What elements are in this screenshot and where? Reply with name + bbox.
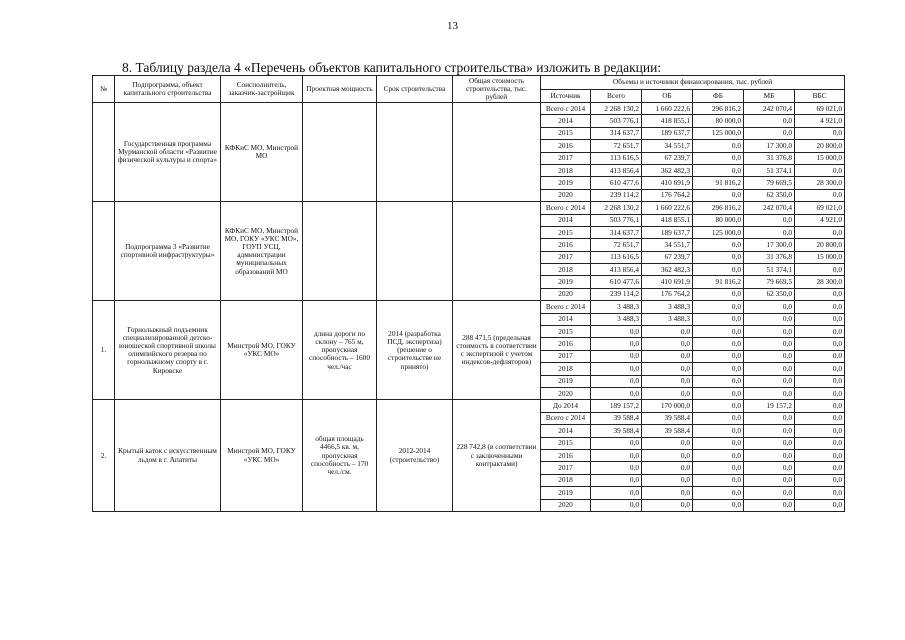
cell-source: До 2014	[541, 400, 591, 412]
cell-source: 2016	[541, 449, 591, 461]
cell-mb: 17 300,0	[744, 140, 795, 152]
table-row	[93, 103, 845, 115]
cell-vbs: 0,0	[795, 338, 845, 350]
cell-vbs: 4 921,0	[795, 214, 845, 226]
cell-period: 2012-2014 (строительство)	[377, 400, 453, 512]
cell-total: 2 268 130,2	[591, 202, 642, 214]
cell-total: 0,0	[591, 338, 642, 350]
cell-total: 113 616,5	[591, 152, 642, 164]
cell-vbs: 0,0	[795, 474, 845, 486]
cell-fb: 0,0	[693, 449, 744, 461]
cell-ob: 410 691,9	[642, 276, 693, 288]
cell-ob: 0,0	[642, 437, 693, 449]
cell-total: 0,0	[591, 375, 642, 387]
cell-total: 0,0	[591, 363, 642, 375]
cell-fb: 0,0	[693, 301, 744, 313]
cell-ob: 39 588,4	[642, 425, 693, 437]
cell-mb: 17 300,0	[744, 239, 795, 251]
cell-source: 2015	[541, 127, 591, 139]
cell-source: 2019	[541, 276, 591, 288]
cell-ob: 170 000,0	[642, 400, 693, 412]
cell-mb: 0,0	[744, 127, 795, 139]
cell-vbs: 0,0	[795, 301, 845, 313]
cell-fb: 0,0	[693, 338, 744, 350]
cell-fb: 0,0	[693, 239, 744, 251]
cell-ob: 1 660 222,6	[642, 202, 693, 214]
cell-mb: 0,0	[744, 115, 795, 127]
cell-source: 2015	[541, 326, 591, 338]
cell-total: 314 637,7	[591, 127, 642, 139]
cell-mb: 19 157,2	[744, 400, 795, 412]
cell-mb: 0,0	[744, 301, 795, 313]
cell-vbs: 0,0	[795, 462, 845, 474]
cell-source: 2017	[541, 350, 591, 362]
table-row	[93, 202, 845, 214]
cell-program: Горнолыжный подъемник специализированной детско-юношеской спортивной школы олимпийского резерва по горнолыжному спорту в г. Кировске	[115, 301, 221, 400]
cell-total: 610 477,6	[591, 177, 642, 189]
cell-ob: 176 764,2	[642, 189, 693, 201]
cell-no: 1.	[93, 301, 115, 400]
capital-construction-table	[92, 75, 845, 512]
cell-mb: 0,0	[744, 499, 795, 511]
cell-source: 2017	[541, 462, 591, 474]
cell-total: 0,0	[591, 462, 642, 474]
header-row	[93, 76, 845, 90]
cell-fb: 0,0	[693, 474, 744, 486]
cell-source: 2018	[541, 363, 591, 375]
cell-source: Всего с 2014	[541, 202, 591, 214]
cell-source: 2020	[541, 288, 591, 300]
cell-vbs: 0,0	[795, 487, 845, 499]
cell-ob: 34 551,7	[642, 239, 693, 251]
cell-ob: 0,0	[642, 487, 693, 499]
cell-ob: 176 764,2	[642, 288, 693, 300]
cell-total: 239 114,2	[591, 189, 642, 201]
page-number: 13	[447, 20, 458, 32]
cell-ob: 362 482,3	[642, 164, 693, 176]
cell-total: 413 856,4	[591, 164, 642, 176]
cell-mb: 242 070,4	[744, 202, 795, 214]
header-ob: ОБ	[642, 90, 693, 103]
cell-vbs: 0,0	[795, 400, 845, 412]
cell-mb: 79 669,5	[744, 276, 795, 288]
cell-ob: 189 637,7	[642, 127, 693, 139]
cell-vbs: 0,0	[795, 313, 845, 325]
cell-source: 2016	[541, 239, 591, 251]
cell-capacity: длина дороги по склону – 765 м, пропускная способность – 1600 чел./час	[303, 301, 377, 400]
cell-ob: 39 588,4	[642, 412, 693, 424]
cell-mb: 79 669,5	[744, 177, 795, 189]
cell-total: 72 651,7	[591, 140, 642, 152]
cell-total: 413 856,4	[591, 264, 642, 276]
cell-total: 610 477,6	[591, 276, 642, 288]
header-fb: ФБ	[693, 90, 744, 103]
cell-no	[93, 202, 115, 301]
cell-vbs: 0,0	[795, 164, 845, 176]
cell-total: 503 776,1	[591, 115, 642, 127]
cell-fb: 0,0	[693, 164, 744, 176]
cell-mb: 0,0	[744, 449, 795, 461]
cell-total: 0,0	[591, 474, 642, 486]
cell-ob: 0,0	[642, 474, 693, 486]
cell-ob: 189 637,7	[642, 226, 693, 238]
cell-total: 72 651,7	[591, 239, 642, 251]
cell-vbs: 0,0	[795, 387, 845, 399]
cell-vbs: 0,0	[795, 449, 845, 461]
header-capacity: Проектная мощность	[303, 76, 377, 103]
cell-ob: 0,0	[642, 449, 693, 461]
cell-source: 2018	[541, 264, 591, 276]
cell-vbs: 0,0	[795, 425, 845, 437]
cell-source: 2020	[541, 499, 591, 511]
cell-mb: 242 070,4	[744, 103, 795, 115]
cell-ob: 0,0	[642, 363, 693, 375]
cell-fb: 0,0	[693, 487, 744, 499]
cell-fb: 0,0	[693, 462, 744, 474]
cell-source: 2016	[541, 140, 591, 152]
cell-source: 2014	[541, 313, 591, 325]
cell-fb: 0,0	[693, 387, 744, 399]
cell-fb: 0,0	[693, 400, 744, 412]
cell-period: 2014 (разработка ПСД, экспертиза) (решение о строительстве не принято)	[377, 301, 453, 400]
cell-fb: 0,0	[693, 412, 744, 424]
cell-ob: 418 855,1	[642, 115, 693, 127]
cell-vbs: 4 921,0	[795, 115, 845, 127]
cell-ob: 0,0	[642, 499, 693, 511]
cell-capacity	[303, 103, 377, 202]
cell-vbs: 0,0	[795, 127, 845, 139]
cell-ob: 0,0	[642, 387, 693, 399]
cell-ob: 3 488,3	[642, 301, 693, 313]
cell-source: Всего с 2014	[541, 103, 591, 115]
cell-vbs: 0,0	[795, 363, 845, 375]
cell-fb: 296 816,2	[693, 202, 744, 214]
cell-vbs: 0,0	[795, 264, 845, 276]
cell-fb: 0,0	[693, 251, 744, 263]
cell-total: 3 488,3	[591, 313, 642, 325]
cell-vbs: 69 021,0	[795, 202, 845, 214]
cell-fb: 91 816,2	[693, 177, 744, 189]
cell-source: 2018	[541, 474, 591, 486]
cell-executor: Минстрой МО, ГОКУ «УКС МО»	[221, 400, 303, 512]
cell-vbs: 20 800,0	[795, 239, 845, 251]
cell-source: 2014	[541, 214, 591, 226]
cell-ob: 362 482,3	[642, 264, 693, 276]
cell-total: 0,0	[591, 487, 642, 499]
cell-program: Подпрограмма 3 «Развитие спортивной инфраструктуры»	[115, 202, 221, 301]
cell-mb: 0,0	[744, 226, 795, 238]
cell-cost	[453, 202, 541, 301]
cell-mb: 0,0	[744, 487, 795, 499]
cell-source: 2020	[541, 189, 591, 201]
cell-ob: 0,0	[642, 462, 693, 474]
cell-mb: 0,0	[744, 375, 795, 387]
header-source: Источник	[541, 90, 591, 103]
cell-vbs: 69 021,0	[795, 103, 845, 115]
header-mb: МБ	[744, 90, 795, 103]
cell-mb: 0,0	[744, 350, 795, 362]
cell-ob: 67 239,7	[642, 251, 693, 263]
header-vbs: ВБС	[795, 90, 845, 103]
cell-vbs: 0,0	[795, 437, 845, 449]
cell-program: Крытый каток с искусственным льдом в г. Апатиты	[115, 400, 221, 512]
cell-no	[93, 103, 115, 202]
cell-cost	[453, 103, 541, 202]
cell-vbs: 0,0	[795, 189, 845, 201]
header-funding: Объемы и источники финансирования, тыс. рублей	[541, 76, 845, 90]
table-row	[93, 301, 845, 313]
cell-total: 39 588,4	[591, 412, 642, 424]
cell-mb: 31 376,8	[744, 152, 795, 164]
cell-fb: 0,0	[693, 140, 744, 152]
cell-fb: 91 816,2	[693, 276, 744, 288]
cell-vbs: 28 300,0	[795, 177, 845, 189]
cell-source: 2019	[541, 375, 591, 387]
cell-vbs: 0,0	[795, 412, 845, 424]
header-total: Всего	[591, 90, 642, 103]
cell-fb: 0,0	[693, 425, 744, 437]
cell-mb: 51 374,1	[744, 164, 795, 176]
cell-ob: 67 239,7	[642, 152, 693, 164]
cell-source: 2016	[541, 338, 591, 350]
cell-vbs: 0,0	[795, 326, 845, 338]
header-cost: Общая стоимость строительства, тыс. рублей	[453, 76, 541, 103]
section-heading: 8. Таблицу раздела 4 «Перечень объектов капитального строительства» изложить в редакции:	[122, 60, 662, 75]
cell-fb: 0,0	[693, 288, 744, 300]
cell-vbs: 28 300,0	[795, 276, 845, 288]
cell-fb: 0,0	[693, 375, 744, 387]
table-row	[93, 400, 845, 412]
cell-fb: 0,0	[693, 499, 744, 511]
cell-source: Всего с 2014	[541, 301, 591, 313]
cell-mb: 31 376,8	[744, 251, 795, 263]
cell-mb: 51 374,1	[744, 264, 795, 276]
cell-ob: 1 660 222,6	[642, 103, 693, 115]
cell-fb: 0,0	[693, 363, 744, 375]
cell-ob: 0,0	[642, 338, 693, 350]
cell-ob: 0,0	[642, 326, 693, 338]
cell-source: 2014	[541, 425, 591, 437]
cell-fb: 296 816,2	[693, 103, 744, 115]
cell-vbs: 0,0	[795, 226, 845, 238]
cell-total: 0,0	[591, 326, 642, 338]
cell-fb: 125 000,0	[693, 127, 744, 139]
cell-mb: 0,0	[744, 387, 795, 399]
cell-ob: 410 691,9	[642, 177, 693, 189]
cell-vbs: 15 000,0	[795, 152, 845, 164]
cell-mb: 62 350,0	[744, 189, 795, 201]
cell-total: 314 637,7	[591, 226, 642, 238]
cell-mb: 0,0	[744, 313, 795, 325]
cell-total: 2 268 130,2	[591, 103, 642, 115]
cell-fb: 0,0	[693, 437, 744, 449]
cell-fb: 80 000,0	[693, 214, 744, 226]
cell-total: 0,0	[591, 350, 642, 362]
cell-mb: 0,0	[744, 462, 795, 474]
cell-total: 0,0	[591, 499, 642, 511]
cell-ob: 34 551,7	[642, 140, 693, 152]
cell-vbs: 15 000,0	[795, 251, 845, 263]
cell-executor: КФКиС МО, Минстрой МО	[221, 103, 303, 202]
header-period: Срок строительства	[377, 76, 453, 103]
cell-total: 0,0	[591, 449, 642, 461]
cell-mb: 0,0	[744, 425, 795, 437]
cell-cost: 228 742,8 (в соответствии с заключенными контрактами)	[453, 400, 541, 512]
cell-mb: 0,0	[744, 214, 795, 226]
cell-mb: 0,0	[744, 338, 795, 350]
cell-mb: 0,0	[744, 437, 795, 449]
cell-fb: 125 000,0	[693, 226, 744, 238]
cell-capacity	[303, 202, 377, 301]
cell-period	[377, 103, 453, 202]
cell-ob: 3 488,3	[642, 313, 693, 325]
cell-mb: 62 350,0	[744, 288, 795, 300]
cell-fb: 0,0	[693, 313, 744, 325]
cell-source: 2019	[541, 487, 591, 499]
cell-source: 2017	[541, 152, 591, 164]
cell-capacity: общая площадь 4466,5 кв. м, пропускная способность – 170 чел./см.	[303, 400, 377, 512]
cell-period	[377, 202, 453, 301]
cell-vbs: 0,0	[795, 350, 845, 362]
cell-mb: 0,0	[744, 412, 795, 424]
cell-fb: 80 000,0	[693, 115, 744, 127]
cell-program: Государственная программа Мурманской области «Развитие физической культуры и спорта»	[115, 103, 221, 202]
cell-source: 2017	[541, 251, 591, 263]
cell-source: 2020	[541, 387, 591, 399]
cell-fb: 0,0	[693, 326, 744, 338]
cell-fb: 0,0	[693, 152, 744, 164]
cell-source: 2018	[541, 164, 591, 176]
header-no: №	[93, 76, 115, 103]
cell-vbs: 0,0	[795, 499, 845, 511]
cell-mb: 0,0	[744, 474, 795, 486]
cell-ob: 418 855,1	[642, 214, 693, 226]
cell-total: 39 588,4	[591, 425, 642, 437]
cell-vbs: 0,0	[795, 375, 845, 387]
cell-fb: 0,0	[693, 189, 744, 201]
cell-source: 2015	[541, 437, 591, 449]
cell-total: 503 776,1	[591, 214, 642, 226]
cell-total: 113 616,5	[591, 251, 642, 263]
header-executor: Соисполнитель, заказчик-застройщик	[221, 76, 303, 103]
cell-fb: 0,0	[693, 264, 744, 276]
cell-no: 2.	[93, 400, 115, 512]
cell-mb: 0,0	[744, 326, 795, 338]
cell-total: 3 488,3	[591, 301, 642, 313]
cell-fb: 0,0	[693, 350, 744, 362]
cell-cost: 288 471,5 (предельная стоимость в соответствии с экспертизой с учетом индексов-дефляторов)	[453, 301, 541, 400]
cell-total: 0,0	[591, 437, 642, 449]
cell-total: 239 114,2	[591, 288, 642, 300]
cell-total: 189 157,2	[591, 400, 642, 412]
cell-source: 2019	[541, 177, 591, 189]
cell-source: 2014	[541, 115, 591, 127]
cell-total: 0,0	[591, 387, 642, 399]
cell-executor: Минстрой МО, ГОКУ «УКС МО»	[221, 301, 303, 400]
cell-vbs: 20 800,0	[795, 140, 845, 152]
header-program: Подпрограмма, объект капитального строительства	[115, 76, 221, 103]
cell-source: 2015	[541, 226, 591, 238]
cell-ob: 0,0	[642, 375, 693, 387]
cell-ob: 0,0	[642, 350, 693, 362]
cell-mb: 0,0	[744, 363, 795, 375]
cell-source: Всего с 2014	[541, 412, 591, 424]
cell-executor: КФКиС МО, Минстрой МО, ГОКУ «УКС МО», ГОУП УСЦ, администрации муниципальных образований МО	[221, 202, 303, 301]
cell-vbs: 0,0	[795, 288, 845, 300]
